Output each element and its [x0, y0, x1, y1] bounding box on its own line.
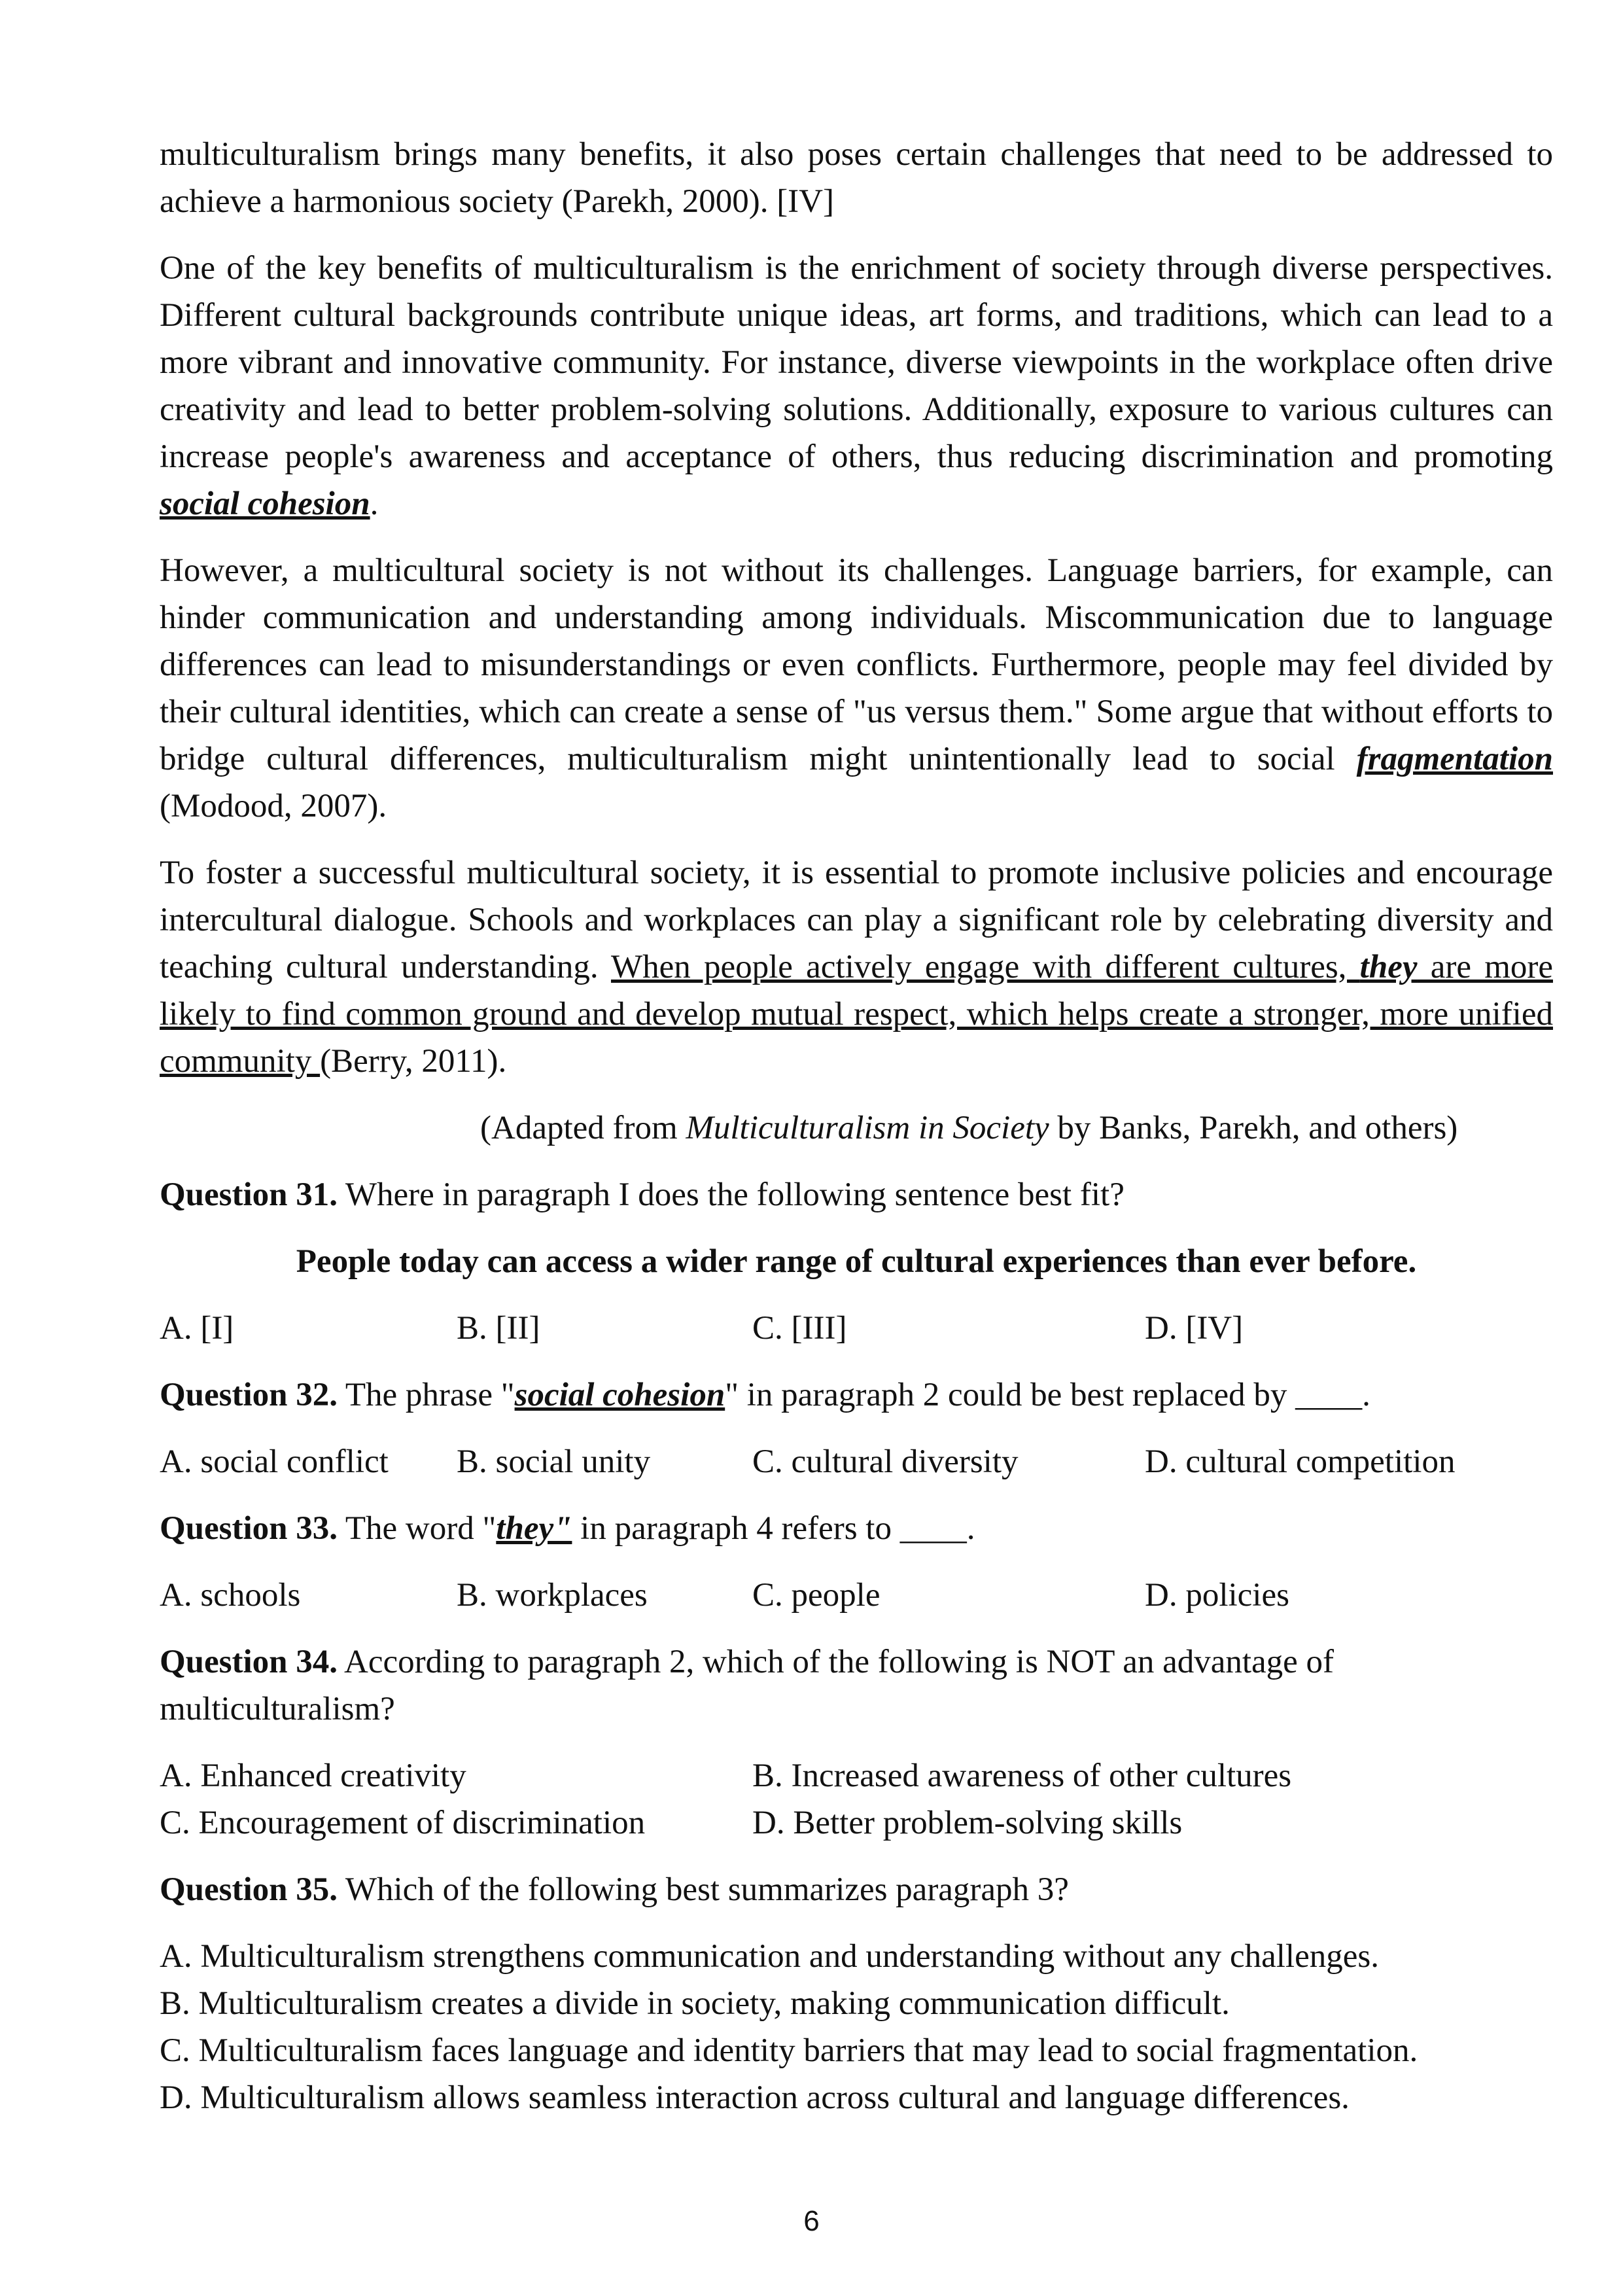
- question-31-label: Question 31.: [160, 1176, 338, 1213]
- paragraph-2: [160, 245, 1553, 527]
- option-b[interactable]: B. Increased awareness of other cultures: [752, 1757, 1292, 1794]
- question-32-label: Question 32.: [160, 1377, 338, 1413]
- attribution-prefix: (Adapted from: [480, 1110, 686, 1146]
- attribution-title: Multiculturalism in Society: [686, 1110, 1049, 1146]
- option-a[interactable]: A. [I]: [160, 1310, 234, 1347]
- paragraph-2-end: .: [370, 486, 379, 522]
- question-31-options: [160, 1305, 1553, 1352]
- option-d[interactable]: D. policies: [1145, 1577, 1289, 1614]
- paragraph-3-end: (Modood, 2007).: [160, 788, 387, 824]
- paragraph-1-continued: multiculturalism brings many benefits, it also poses certain challenges that need to be addressed to achieve a harmonious society (Parekh, 2000). [IV]: [160, 136, 1553, 220]
- attribution-suffix: by Banks, Parekh, and others): [1049, 1110, 1458, 1146]
- question-33-text-end: in paragraph 4 refers to ____.: [572, 1510, 975, 1547]
- option-c[interactable]: C. cultural diversity: [752, 1443, 1019, 1480]
- question-34-text: According to paragraph 2, which of the following is NOT an advantage of multiculturalism?: [160, 1644, 1335, 1727]
- option-c[interactable]: C. people: [752, 1577, 881, 1614]
- question-31-text: Where in paragraph I does the following sentence best fit?: [338, 1176, 1125, 1213]
- question-31: [160, 1171, 1553, 1218]
- question-32: [160, 1371, 1553, 1419]
- question-32-options: [160, 1438, 1553, 1485]
- document-page: [160, 131, 1553, 2141]
- option-c[interactable]: C. [III]: [752, 1310, 847, 1347]
- question-33-keyword: they": [496, 1510, 572, 1547]
- source-attribution: [160, 1104, 1553, 1152]
- question-32-text: The phrase ": [338, 1377, 515, 1413]
- option-b[interactable]: B. Multiculturalism creates a divide in society, making communication difficult.: [160, 1985, 1230, 2022]
- option-a[interactable]: A. Enhanced creativity: [160, 1757, 466, 1794]
- question-35-text: Which of the following best summarizes paragraph 3?: [338, 1871, 1069, 1908]
- option-b[interactable]: B. social unity: [457, 1443, 651, 1480]
- underlined-sentence-part-2: are more likely to find common ground and develop mutual respect, which helps create a stronger, more unified community: [160, 949, 1553, 1080]
- option-c[interactable]: C. Encouragement of discrimination: [160, 1805, 646, 1841]
- question-35-options: [160, 1933, 1553, 2121]
- keyword-they: they: [1359, 949, 1418, 985]
- keyword-fragmentation: fragmentation: [1356, 741, 1553, 777]
- underlined-sentence-part-1: When people actively engage with different cultures,: [610, 949, 1360, 985]
- question-32-keyword: social cohesion: [514, 1377, 725, 1413]
- paragraph-4: [160, 849, 1553, 1085]
- paragraph-2-text: One of the key benefits of multiculturalism is the enrichment of society through diverse perspectives. Different cultural backgrounds contribute unique ideas, art forms, and traditions, which can lead to a more vibrant and innovative community. For instance, diverse viewpoints in the workplace often drive creativity and lead to better problem-solving solutions. Additionally, exposure to various cultures can increase people's awareness and acceptance of others, thus reducing discrimination and promoting: [160, 250, 1553, 475]
- option-a[interactable]: A. Multiculturalism strengthens communication and understanding without any challenges.: [160, 1938, 1379, 1975]
- question-33-options: [160, 1572, 1553, 1619]
- option-d[interactable]: D. cultural competition: [1145, 1443, 1456, 1480]
- option-b[interactable]: B. [II]: [457, 1310, 540, 1347]
- paragraph-4-end: (Berry, 2011).: [320, 1043, 507, 1080]
- question-35-label: Question 35.: [160, 1871, 338, 1908]
- question-33-label: Question 33.: [160, 1510, 338, 1547]
- question-31-sentence: People today can access a wider range of cultural experiences than ever before.: [296, 1243, 1417, 1280]
- question-33-text: The word ": [338, 1510, 497, 1547]
- option-d[interactable]: D. Better problem-solving skills: [752, 1805, 1183, 1841]
- option-a[interactable]: A. social conflict: [160, 1443, 389, 1480]
- page-number: 6: [803, 2205, 820, 2237]
- option-b[interactable]: B. workplaces: [457, 1577, 648, 1614]
- option-a[interactable]: A. schools: [160, 1577, 301, 1614]
- question-32-text-end: " in paragraph 2 could be best replaced by ____.: [725, 1377, 1370, 1413]
- option-c[interactable]: C. Multiculturalism faces language and identity barriers that may lead to social fragmentation.: [160, 2032, 1418, 2069]
- question-34-options: [160, 1752, 1553, 1846]
- option-d[interactable]: D. Multiculturalism allows seamless interaction across cultural and language differences.: [160, 2079, 1350, 2116]
- paragraph-3: [160, 547, 1553, 830]
- question-35: [160, 1866, 1553, 1913]
- question-33: [160, 1505, 1553, 1552]
- question-34: [160, 1638, 1553, 1733]
- question-34-label: Question 34.: [160, 1644, 338, 1680]
- option-d[interactable]: D. [IV]: [1145, 1310, 1244, 1347]
- paragraph-3-text: However, a multicultural society is not without its challenges. Language barriers, for example, can hinder communication and understanding among individuals. Miscommunication due to language differences can lead to misunderstandings or even conflicts. Furthermore, people may feel divided by their cultural identities, which can create a sense of "us versus them." Some argue that without efforts to bridge cultural differences, multiculturalism might unintentionally lead to social: [160, 552, 1553, 777]
- paragraph-4-text: To foster a successful multicultural society, it is essential to promote inclusive policies and encourage intercultural dialogue. Schools and workplaces can play a significant role by celebrating diversity and teaching cultural understanding.: [160, 855, 1553, 985]
- keyword-social-cohesion: social cohesion: [160, 486, 370, 522]
